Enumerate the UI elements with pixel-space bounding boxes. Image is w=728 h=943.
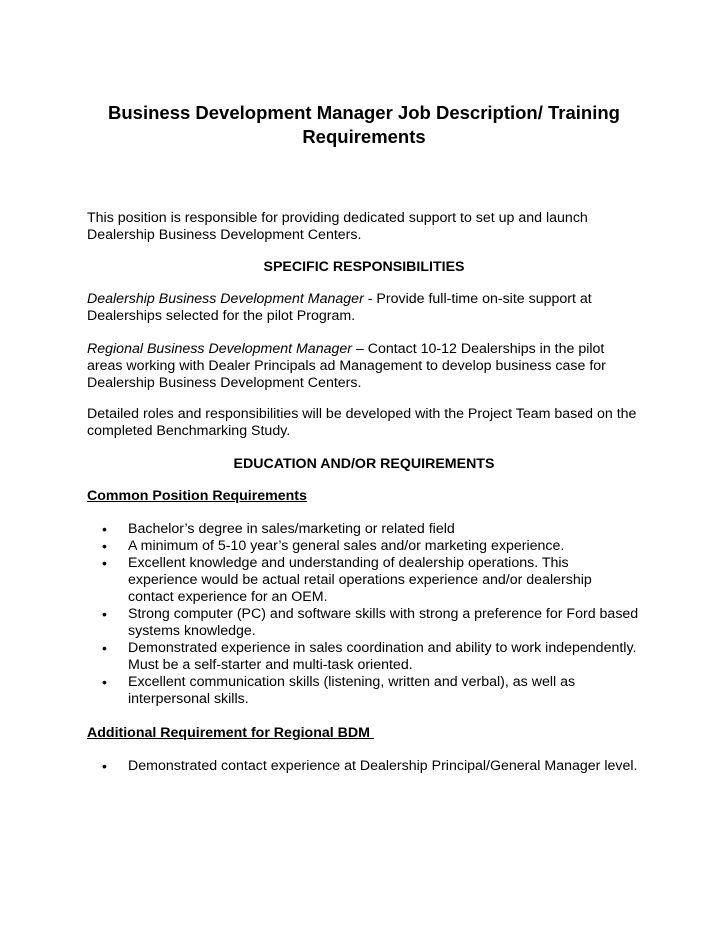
additional-requirements-list [0, 758, 728, 775]
bullet-icon: • [102, 538, 107, 554]
list-item-line: Excellent knowledge and understanding of dealership operations. This [128, 555, 569, 571]
list-item-line: Must be a self-starter and multi-task oriented. [128, 657, 413, 673]
roles-paragraph: Detailed roles and responsibilities will be developed with the Project Team based on the completed Benchmarking Study. [87, 406, 637, 439]
list-item [0, 758, 728, 775]
dealership-bdm-label: Dealership Business Development Manager [87, 291, 364, 307]
bullet-icon: • [102, 555, 107, 571]
list-item [0, 606, 728, 640]
dealership-bdm-paragraph: Dealership Business Development Manager - Provide full-time on-site support at Dealerships selected for the pilot Program. [87, 291, 592, 324]
list-item-line: Demonstrated contact experience at Dealership Principal/General Manager level. [128, 758, 638, 774]
list-item-line: experience would be actual retail operations experience and/or dealership [128, 572, 592, 588]
list-item-line: contact experience for an OEM. [128, 589, 328, 605]
title-line-2: Requirements [302, 126, 426, 147]
document-title [60, 101, 668, 149]
list-item [0, 521, 728, 538]
bullet-icon: • [102, 674, 107, 690]
list-item [0, 538, 728, 555]
common-requirements-heading: Common Position Requirements [87, 488, 307, 504]
list-item [0, 555, 728, 606]
list-item-line: A minimum of 5-10 year’s general sales and/or marketing experience. [128, 538, 565, 554]
list-item-line: Demonstrated experience in sales coordination and ability to work independently. [128, 640, 637, 656]
bullet-icon: • [102, 521, 107, 537]
bullet-icon: • [102, 640, 107, 656]
bullet-icon: • [102, 758, 107, 774]
specific-responsibilities-heading: SPECIFIC RESPONSIBILITIES [263, 259, 465, 275]
list-item [0, 674, 728, 708]
education-requirements-heading: EDUCATION AND/OR REQUIREMENTS [233, 456, 495, 472]
list-item-line: Bachelor’s degree in sales/marketing or related field [128, 521, 455, 537]
regional-bdm-label: Regional Business Development Manager [87, 341, 352, 357]
additional-requirement-heading: Additional Requirement for Regional BDM [87, 725, 374, 741]
list-item-line: Strong computer (PC) and software skills with strong a preference for Ford based [128, 606, 639, 622]
list-item-line: interpersonal skills. [128, 691, 249, 707]
common-requirements-list [0, 521, 728, 708]
list-item [0, 640, 728, 674]
regional-bdm-paragraph: Regional Business Development Manager – Contact 10-12 Dealerships in the pilot areas working with Dealer Principals ad Management to develop business case for Dealership Business Development Centers. [87, 341, 606, 391]
list-item-line: systems knowledge. [128, 623, 256, 639]
list-item-line: Excellent communication skills (listening, written and verbal), as well as [128, 674, 576, 690]
title-line-1: Business Development Manager Job Description/ Training [108, 102, 620, 123]
bullet-icon: • [102, 606, 107, 622]
intro-paragraph: This position is responsible for providing dedicated support to set up and launch Dealership Business Development Centers. [87, 210, 588, 243]
